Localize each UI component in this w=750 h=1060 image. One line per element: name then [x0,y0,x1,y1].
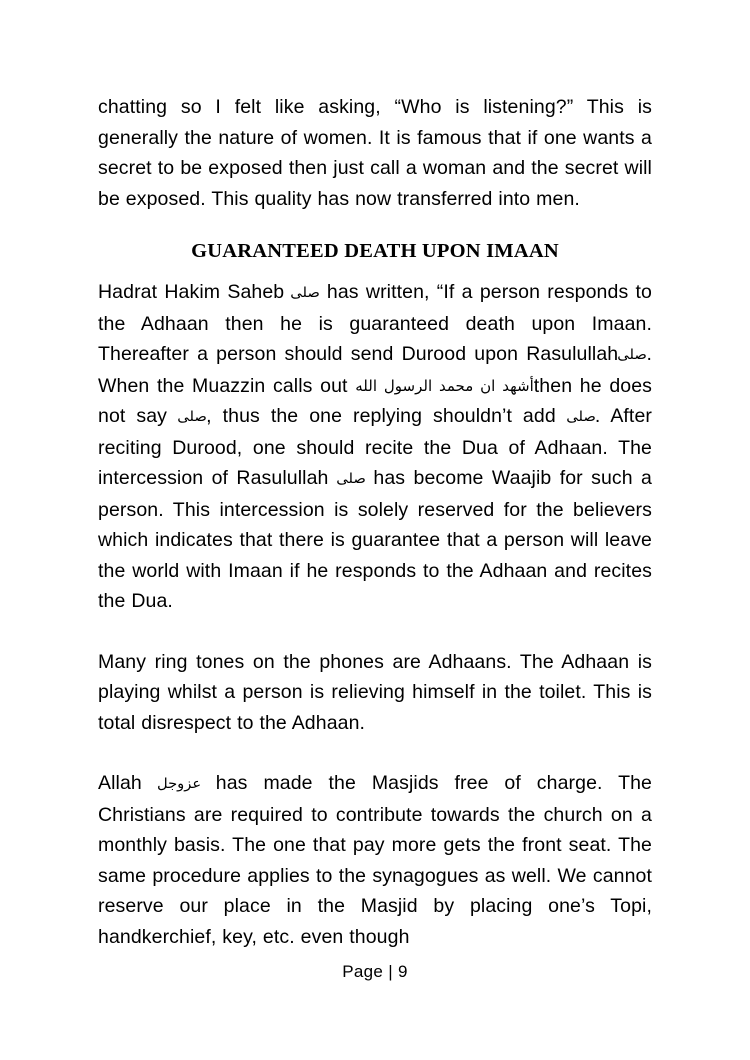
paragraph-guaranteed-death [98,277,652,617]
paragraph-text-segment: then he does not say [98,374,653,427]
salutation-icon: صلى [177,409,207,425]
paragraph-spacer [98,631,652,647]
glorification-icon: عزوجل [156,776,201,792]
salutation-icon: صلى [617,347,648,363]
paragraph-intro: chatting so I felt like asking, “Who is listening?” This is generally the nature of women. It is famous that if one wants a secret to be exposed then just call a woman and the secret will be exposed. This quality has now transferred into men. [98,96,652,210]
section-heading: GUARANTEED DEATH UPON IMAAN [191,240,559,262]
paragraph-spacer [98,752,652,768]
salutation-icon: صلى [336,471,366,487]
paragraph-text-segment: . After reciting Durood, one should recite the Dua of Adhaan. The intercession of Rasulullah [98,405,652,489]
salutation-icon: صلى [290,285,321,301]
paragraph-text-segment: has become Waajib for such a person. This intercession is solely reserved for the believers which indicates that there is guarantee that a person will leave the world with Imaan if he responds to the Adhaan and recites the Dua. [98,467,653,612]
paragraph-ringtones: Many ring tones on the phones are Adhaans. The Adhaan is playing whilst a person is relieving himself in the toilet. This is total disrespect to the Adhaan. [98,650,652,734]
paragraph-text-segment: . When the Muazzin calls out [98,343,652,397]
page-footer: Page | 9 [342,962,408,981]
paragraph-masjid [98,768,652,952]
salutation-icon: صلى [566,409,596,425]
paragraph-text-segment: Hadrat Hakim Saheb [98,281,285,303]
paragraph-text-segment: has made the Masjids free of charge. The Christians are required to contribute towards the church on a monthly basis. The one that pay more gets the front seat. The same procedure applies to the synagogues as well. We cannot reserve our place in the Masjid by placing one’s Topi, handkerchief, key, etc. even though [98,772,652,948]
paragraph-text-segment: Allah [98,772,142,794]
arabic-phrase: أشهد ان محمد الرسول الله [355,376,534,395]
paragraph-text-segment: , thus the one replying shouldn’t add [206,405,556,427]
paragraph-text-segment: has written, “If a person responds to the Adhaan then he is guaranteed death upon Imaan. Thereafter a person should send Durood upon Rasulullah [98,281,652,365]
